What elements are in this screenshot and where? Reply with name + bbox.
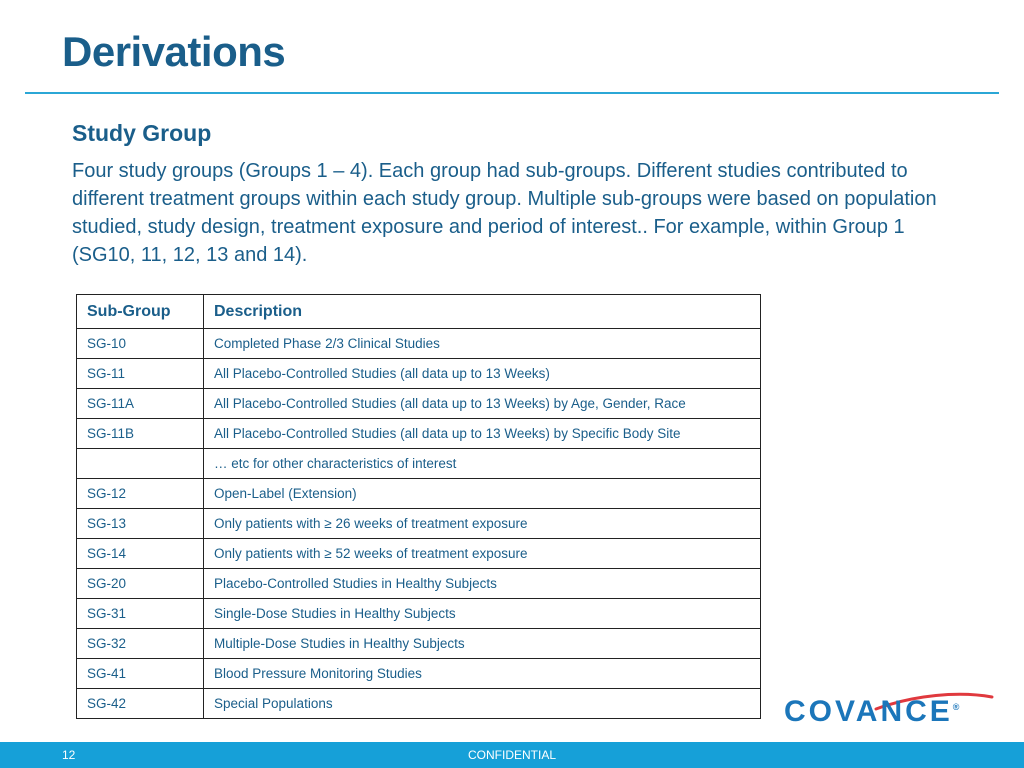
subgroup-table [76, 294, 761, 719]
subgroup-cell: SG-11B [77, 419, 204, 449]
subgroup-cell: SG-41 [77, 659, 204, 689]
table-row [77, 569, 761, 599]
subgroup-cell: SG-32 [77, 629, 204, 659]
header-description: Description [204, 295, 761, 329]
description-cell: Placebo-Controlled Studies in Healthy Subjects [204, 569, 761, 599]
covance-logo [784, 689, 994, 739]
description-cell: All Placebo-Controlled Studies (all data up to 13 Weeks) by Age, Gender, Race [204, 389, 761, 419]
subgroup-cell: SG-13 [77, 509, 204, 539]
table-row [77, 509, 761, 539]
table-row [77, 419, 761, 449]
subgroup-cell: SG-11A [77, 389, 204, 419]
table-row [77, 629, 761, 659]
title-divider [25, 92, 999, 94]
body-paragraph: Four study groups (Groups 1 – 4). Each group had sub-groups. Different studies contributed to different treatment groups within each study group. Multiple sub-groups were based on population studied, study design, treatment exposure and period of interest.. For example, within Group 1 (SG10, 11, 12, 13 and 14). [72, 160, 937, 266]
table-row [77, 359, 761, 389]
table-row [77, 659, 761, 689]
subgroup-cell: SG-14 [77, 539, 204, 569]
subgroup-cell: SG-11 [77, 359, 204, 389]
table-header-row [77, 295, 761, 329]
subgroup-cell: SG-42 [77, 689, 204, 719]
table-row [77, 599, 761, 629]
table-row [77, 449, 761, 479]
footer-bar [0, 742, 1024, 768]
subgroup-cell: SG-31 [77, 599, 204, 629]
description-cell: Completed Phase 2/3 Clinical Studies [204, 329, 761, 359]
page-number: 12 [62, 748, 76, 762]
header-subgroup: Sub-Group [77, 295, 204, 329]
description-cell: Only patients with ≥ 26 weeks of treatment exposure [204, 509, 761, 539]
section-heading: Study Group [72, 120, 212, 146]
description-cell: … etc for other characteristics of interest [204, 449, 761, 479]
description-cell: Single-Dose Studies in Healthy Subjects [204, 599, 761, 629]
description-cell: All Placebo-Controlled Studies (all data up to 13 Weeks) by Specific Body Site [204, 419, 761, 449]
confidential-label: CONFIDENTIAL [467, 748, 556, 762]
subgroup-cell: SG-20 [77, 569, 204, 599]
subgroup-cell [77, 449, 204, 479]
description-cell: Blood Pressure Monitoring Studies [204, 659, 761, 689]
description-cell: Multiple-Dose Studies in Healthy Subjects [204, 629, 761, 659]
table-row [77, 689, 761, 719]
table-row [77, 539, 761, 569]
description-cell: All Placebo-Controlled Studies (all data up to 13 Weeks) [204, 359, 761, 389]
table-row [77, 389, 761, 419]
logo-wordmark: COVANCE® [784, 695, 960, 728]
table-row [77, 329, 761, 359]
subgroup-cell: SG-12 [77, 479, 204, 509]
description-cell: Only patients with ≥ 52 weeks of treatment exposure [204, 539, 761, 569]
table-row [77, 479, 761, 509]
description-cell: Open-Label (Extension) [204, 479, 761, 509]
subgroup-cell: SG-10 [77, 329, 204, 359]
slide-title: Derivations [62, 28, 286, 75]
description-cell: Special Populations [204, 689, 761, 719]
